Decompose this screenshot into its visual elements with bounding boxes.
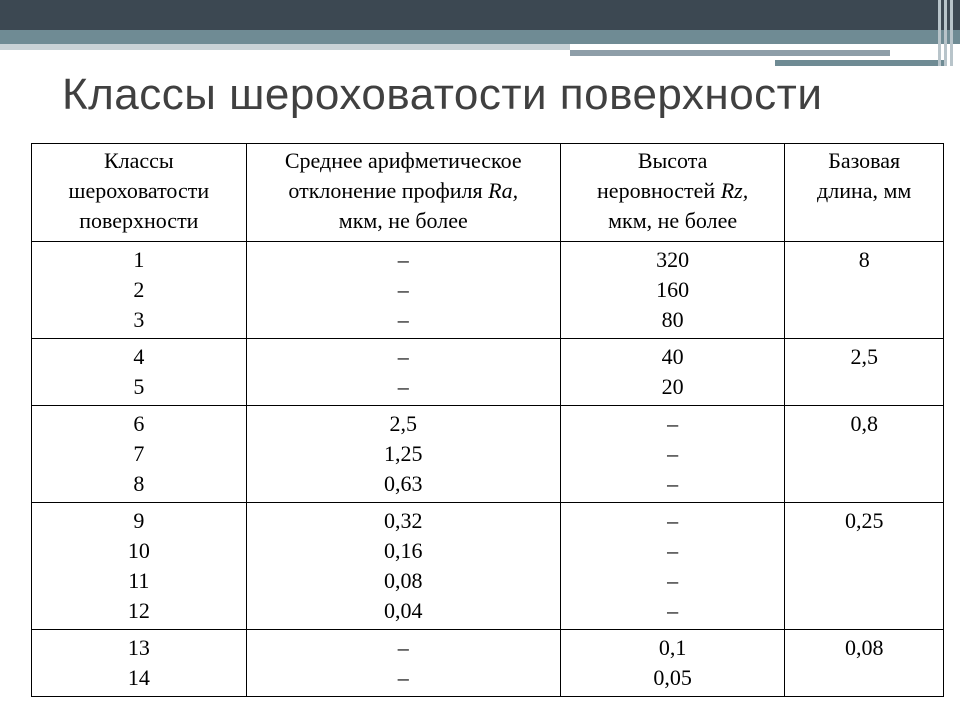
ra-cell: – – – xyxy=(246,242,560,339)
decorative-lines xyxy=(938,0,952,66)
rz-cell: 0,1 0,05 xyxy=(560,630,785,697)
rz-cell: 320 160 80 xyxy=(560,242,785,339)
base-length-cell: 0,25 xyxy=(785,503,944,630)
table-row xyxy=(32,242,944,339)
ra-cell: 0,32 0,16 0,08 0,04 xyxy=(246,503,560,630)
accent-bar-small xyxy=(775,60,945,66)
header-base-length: Базовая длина, мм xyxy=(785,144,944,242)
table-row xyxy=(32,630,944,697)
header-rz: Высота неровностей Rz, мкм, не более xyxy=(560,144,785,242)
header-classes: Классы шероховатости поверхности xyxy=(32,144,247,242)
rz-cell: 40 20 xyxy=(560,339,785,406)
ra-cell: 2,5 1,25 0,63 xyxy=(246,406,560,503)
base-length-cell: 2,5 xyxy=(785,339,944,406)
slide-title: Классы шероховатости поверхности xyxy=(62,70,823,119)
classes-cell: 13 14 xyxy=(32,630,247,697)
roughness-table xyxy=(31,143,944,697)
rz-cell: – – – xyxy=(560,406,785,503)
header-ra: Среднее арифметическое отклонение профиля Ra, мкм, не более xyxy=(246,144,560,242)
table-row xyxy=(32,503,944,630)
table-row xyxy=(32,339,944,406)
base-length-cell: 0,8 xyxy=(785,406,944,503)
accent-bar xyxy=(570,50,890,56)
base-length-cell: 8 xyxy=(785,242,944,339)
classes-cell: 4 5 xyxy=(32,339,247,406)
base-length-cell: 0,08 xyxy=(785,630,944,697)
header-band-dark xyxy=(0,0,960,30)
classes-cell: 6 7 8 xyxy=(32,406,247,503)
classes-cell: 1 2 3 xyxy=(32,242,247,339)
header-band-teal xyxy=(0,30,960,44)
header-band-light xyxy=(0,44,570,50)
table-row xyxy=(32,406,944,503)
ra-cell: – – xyxy=(246,630,560,697)
rz-cell: – – – – xyxy=(560,503,785,630)
ra-cell: – – xyxy=(246,339,560,406)
classes-cell: 9 10 11 12 xyxy=(32,503,247,630)
table-header-row xyxy=(32,144,944,242)
